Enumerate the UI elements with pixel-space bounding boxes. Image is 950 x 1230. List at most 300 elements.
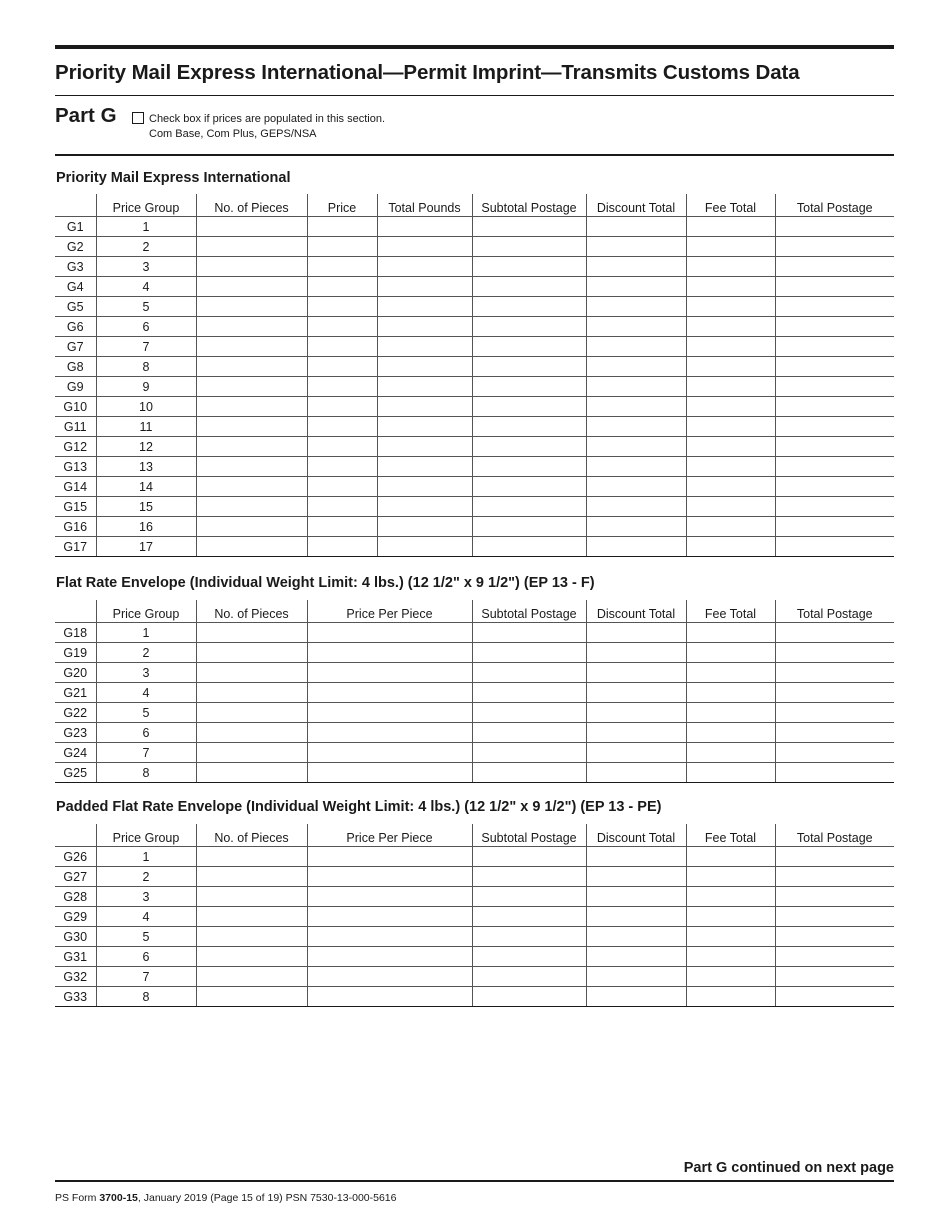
- price-group-cell: 6: [96, 947, 196, 967]
- entry-cell[interactable]: [472, 537, 586, 557]
- entry-cell[interactable]: [307, 643, 472, 663]
- entry-cell[interactable]: [307, 887, 472, 907]
- entry-cell[interactable]: [686, 457, 775, 477]
- entry-cell[interactable]: [196, 927, 307, 947]
- price-group-cell: 5: [96, 927, 196, 947]
- entry-cell[interactable]: [196, 847, 307, 867]
- entry-cell[interactable]: [775, 763, 894, 783]
- entry-cell[interactable]: [307, 517, 377, 537]
- header-corner: [55, 194, 96, 217]
- entry-cell[interactable]: [775, 217, 894, 237]
- entry-cell[interactable]: [196, 297, 307, 317]
- entry-cell[interactable]: [775, 683, 894, 703]
- entry-cell[interactable]: [196, 237, 307, 257]
- entry-cell[interactable]: [775, 457, 894, 477]
- entry-cell[interactable]: [196, 743, 307, 763]
- entry-cell[interactable]: [586, 477, 686, 497]
- entry-cell[interactable]: [586, 683, 686, 703]
- entry-cell[interactable]: [775, 967, 894, 987]
- entry-cell[interactable]: [586, 497, 686, 517]
- row-label: G33: [55, 987, 96, 1007]
- entry-cell[interactable]: [686, 907, 775, 927]
- col-header: No. of Pieces: [196, 824, 307, 847]
- entry-cell[interactable]: [377, 397, 472, 417]
- entry-cell[interactable]: [472, 497, 586, 517]
- row-label: G26: [55, 847, 96, 867]
- entry-cell[interactable]: [586, 537, 686, 557]
- entry-cell[interactable]: [775, 397, 894, 417]
- row-label: G18: [55, 623, 96, 643]
- entry-cell[interactable]: [686, 297, 775, 317]
- price-group-cell: 3: [96, 257, 196, 277]
- entry-cell[interactable]: [307, 477, 377, 497]
- col-header: Discount Total: [586, 824, 686, 847]
- entry-cell[interactable]: [472, 317, 586, 337]
- entry-cell[interactable]: [775, 477, 894, 497]
- entry-cell[interactable]: [775, 297, 894, 317]
- entry-cell[interactable]: [686, 967, 775, 987]
- entry-cell[interactable]: [686, 497, 775, 517]
- table-row: [55, 743, 894, 763]
- price-group-cell: 8: [96, 763, 196, 783]
- entry-cell[interactable]: [196, 337, 307, 357]
- table-row: [55, 217, 894, 237]
- entry-cell[interactable]: [472, 987, 586, 1007]
- entry-cell[interactable]: [196, 497, 307, 517]
- entry-cell[interactable]: [686, 317, 775, 337]
- entry-cell[interactable]: [586, 417, 686, 437]
- price-group-cell: 4: [96, 907, 196, 927]
- entry-cell[interactable]: [686, 437, 775, 457]
- entry-cell[interactable]: [196, 663, 307, 683]
- entry-cell[interactable]: [775, 743, 894, 763]
- table-row: [55, 703, 894, 723]
- entry-cell[interactable]: [775, 237, 894, 257]
- entry-cell[interactable]: [586, 743, 686, 763]
- price-group-cell: 15: [96, 497, 196, 517]
- table-row: [55, 907, 894, 927]
- entry-cell[interactable]: [472, 277, 586, 297]
- entry-cell[interactable]: [686, 237, 775, 257]
- entry-cell[interactable]: [377, 277, 472, 297]
- entry-cell[interactable]: [307, 357, 377, 377]
- entry-cell[interactable]: [196, 477, 307, 497]
- entry-cell[interactable]: [586, 377, 686, 397]
- table-row: [55, 457, 894, 477]
- table-header-row: [55, 824, 894, 847]
- entry-cell[interactable]: [775, 847, 894, 867]
- entry-cell[interactable]: [686, 357, 775, 377]
- price-group-cell: 4: [96, 683, 196, 703]
- entry-cell[interactable]: [377, 357, 472, 377]
- entry-cell[interactable]: [472, 743, 586, 763]
- entry-cell[interactable]: [775, 497, 894, 517]
- continued-note: Part G continued on next page: [683, 1160, 894, 1176]
- entry-cell[interactable]: [472, 643, 586, 663]
- entry-cell[interactable]: [472, 457, 586, 477]
- entry-cell[interactable]: [472, 907, 586, 927]
- entry-cell[interactable]: [377, 537, 472, 557]
- entry-cell[interactable]: [586, 947, 686, 967]
- entry-cell[interactable]: [586, 623, 686, 643]
- entry-cell[interactable]: [377, 457, 472, 477]
- entry-cell[interactable]: [307, 217, 377, 237]
- entry-cell[interactable]: [775, 987, 894, 1007]
- entry-cell[interactable]: [196, 723, 307, 743]
- entry-cell[interactable]: [472, 683, 586, 703]
- entry-cell[interactable]: [586, 967, 686, 987]
- entry-cell[interactable]: [196, 947, 307, 967]
- entry-cell[interactable]: [472, 723, 586, 743]
- entry-cell[interactable]: [686, 517, 775, 537]
- price-group-cell: 5: [96, 703, 196, 723]
- entry-cell[interactable]: [307, 437, 377, 457]
- entry-cell[interactable]: [377, 237, 472, 257]
- entry-cell[interactable]: [775, 663, 894, 683]
- entry-cell[interactable]: [775, 277, 894, 297]
- entry-cell[interactable]: [775, 537, 894, 557]
- entry-cell[interactable]: [775, 257, 894, 277]
- entry-cell[interactable]: [377, 477, 472, 497]
- entry-cell[interactable]: [686, 417, 775, 437]
- entry-cell[interactable]: [586, 663, 686, 683]
- entry-cell[interactable]: [196, 437, 307, 457]
- section-title-pmei: Priority Mail Express International: [56, 170, 291, 186]
- entry-cell[interactable]: [586, 643, 686, 663]
- entry-cell[interactable]: [686, 643, 775, 663]
- entry-cell[interactable]: [472, 867, 586, 887]
- footer-prefix: PS Form: [55, 1192, 100, 1204]
- row-label: G29: [55, 907, 96, 927]
- section-title-flat-rate-envelope: Flat Rate Envelope (Individual Weight Limit: 4 lbs.) (12 1/2" x 9 1/2") (EP 13 - F): [56, 575, 595, 591]
- entry-cell[interactable]: [377, 297, 472, 317]
- entry-cell[interactable]: [196, 763, 307, 783]
- bottom-rule: [55, 1180, 894, 1182]
- entry-cell[interactable]: [586, 457, 686, 477]
- entry-cell[interactable]: [196, 397, 307, 417]
- col-header: Fee Total: [686, 600, 775, 623]
- entry-cell[interactable]: [472, 297, 586, 317]
- entry-cell[interactable]: [686, 623, 775, 643]
- entry-cell[interactable]: [472, 377, 586, 397]
- entry-cell[interactable]: [307, 397, 377, 417]
- entry-cell[interactable]: [775, 643, 894, 663]
- entry-cell[interactable]: [307, 257, 377, 277]
- price-group-cell: 3: [96, 663, 196, 683]
- entry-cell[interactable]: [196, 257, 307, 277]
- entry-cell[interactable]: [686, 703, 775, 723]
- entry-cell[interactable]: [196, 377, 307, 397]
- entry-cell[interactable]: [586, 907, 686, 927]
- row-label: G31: [55, 947, 96, 967]
- col-header: Price Group: [96, 194, 196, 217]
- entry-cell[interactable]: [196, 417, 307, 437]
- entry-cell[interactable]: [307, 703, 472, 723]
- entry-cell[interactable]: [196, 867, 307, 887]
- entry-cell[interactable]: [586, 927, 686, 947]
- table-row: [55, 417, 894, 437]
- entry-cell[interactable]: [307, 297, 377, 317]
- entry-cell[interactable]: [586, 357, 686, 377]
- entry-cell[interactable]: [472, 517, 586, 537]
- entry-cell[interactable]: [586, 217, 686, 237]
- entry-cell[interactable]: [307, 237, 377, 257]
- entry-cell[interactable]: [377, 497, 472, 517]
- section-title-padded-flat-rate-envelope: Padded Flat Rate Envelope (Individual Weight Limit: 4 lbs.) (12 1/2" x 9 1/2") (EP 13 - PE): [56, 799, 662, 815]
- entry-cell[interactable]: [775, 703, 894, 723]
- col-header: Fee Total: [686, 194, 775, 217]
- row-label: G3: [55, 257, 96, 277]
- entry-cell[interactable]: [472, 237, 586, 257]
- entry-cell[interactable]: [775, 867, 894, 887]
- entry-cell[interactable]: [686, 743, 775, 763]
- entry-cell[interactable]: [307, 277, 377, 297]
- entry-cell[interactable]: [775, 623, 894, 643]
- entry-cell[interactable]: [686, 847, 775, 867]
- table-row: [55, 663, 894, 683]
- entry-cell[interactable]: [196, 703, 307, 723]
- entry-cell[interactable]: [686, 217, 775, 237]
- entry-cell[interactable]: [472, 437, 586, 457]
- entry-cell[interactable]: [586, 763, 686, 783]
- entry-cell[interactable]: [377, 317, 472, 337]
- entry-cell[interactable]: [196, 217, 307, 237]
- entry-cell[interactable]: [377, 257, 472, 277]
- entry-cell[interactable]: [686, 397, 775, 417]
- top-rule: [55, 45, 894, 49]
- entry-cell[interactable]: [377, 337, 472, 357]
- entry-cell[interactable]: [586, 237, 686, 257]
- entry-cell[interactable]: [307, 867, 472, 887]
- price-group-cell: 6: [96, 317, 196, 337]
- entry-cell[interactable]: [472, 337, 586, 357]
- entry-cell[interactable]: [307, 967, 472, 987]
- entry-cell[interactable]: [307, 743, 472, 763]
- col-header: Total Postage: [775, 600, 894, 623]
- row-label: G16: [55, 517, 96, 537]
- entry-cell[interactable]: [686, 377, 775, 397]
- entry-cell[interactable]: [307, 927, 472, 947]
- table-row: [55, 763, 894, 783]
- table-row: [55, 397, 894, 417]
- entry-cell[interactable]: [196, 517, 307, 537]
- entry-cell[interactable]: [307, 763, 472, 783]
- price-group-cell: 12: [96, 437, 196, 457]
- entry-cell[interactable]: [586, 337, 686, 357]
- table-row: [55, 537, 894, 557]
- col-header: Price: [307, 194, 377, 217]
- entry-cell[interactable]: [472, 477, 586, 497]
- entry-cell[interactable]: [686, 337, 775, 357]
- entry-cell[interactable]: [586, 317, 686, 337]
- entry-cell[interactable]: [775, 947, 894, 967]
- table-row: [55, 517, 894, 537]
- price-group-cell: 1: [96, 217, 196, 237]
- entry-cell[interactable]: [775, 907, 894, 927]
- page-title: Priority Mail Express International—Permit Imprint—Transmits Customs Data: [55, 61, 800, 84]
- table-row: [55, 257, 894, 277]
- entry-cell[interactable]: [775, 927, 894, 947]
- entry-cell[interactable]: [775, 377, 894, 397]
- entry-cell[interactable]: [586, 867, 686, 887]
- entry-cell[interactable]: [196, 457, 307, 477]
- footer-form-number: 3700-15: [99, 1192, 138, 1204]
- entry-cell[interactable]: [686, 683, 775, 703]
- col-header: Subtotal Postage: [472, 600, 586, 623]
- entry-cell[interactable]: [472, 947, 586, 967]
- entry-cell[interactable]: [196, 907, 307, 927]
- entry-cell[interactable]: [686, 887, 775, 907]
- title-divider: [55, 95, 894, 96]
- entry-cell[interactable]: [686, 947, 775, 967]
- entry-cell[interactable]: [472, 927, 586, 947]
- entry-cell[interactable]: [307, 623, 472, 643]
- entry-cell[interactable]: [775, 337, 894, 357]
- entry-cell[interactable]: [377, 377, 472, 397]
- entry-cell[interactable]: [472, 217, 586, 237]
- entry-cell[interactable]: [307, 723, 472, 743]
- table-row: [55, 237, 894, 257]
- table-row: [55, 867, 894, 887]
- entry-cell[interactable]: [686, 987, 775, 1007]
- checkbox-label-line2: Com Base, Com Plus, GEPS/NSA: [149, 128, 317, 140]
- row-label: G13: [55, 457, 96, 477]
- entry-cell[interactable]: [472, 417, 586, 437]
- table-row: [55, 437, 894, 457]
- price-group-cell: 6: [96, 723, 196, 743]
- table-row: [55, 683, 894, 703]
- entry-cell[interactable]: [586, 847, 686, 867]
- entry-cell[interactable]: [472, 887, 586, 907]
- entry-cell[interactable]: [472, 703, 586, 723]
- entry-cell[interactable]: [686, 927, 775, 947]
- entry-cell[interactable]: [472, 763, 586, 783]
- entry-cell[interactable]: [686, 867, 775, 887]
- row-label: G27: [55, 867, 96, 887]
- entry-cell[interactable]: [472, 357, 586, 377]
- table-row: [55, 927, 894, 947]
- entry-cell[interactable]: [307, 377, 377, 397]
- entry-cell[interactable]: [196, 967, 307, 987]
- table-header-row: [55, 194, 894, 217]
- row-label: G23: [55, 723, 96, 743]
- entry-cell[interactable]: [196, 887, 307, 907]
- entry-cell[interactable]: [775, 517, 894, 537]
- row-label: G8: [55, 357, 96, 377]
- entry-cell[interactable]: [586, 437, 686, 457]
- entry-cell[interactable]: [377, 217, 472, 237]
- entry-cell[interactable]: [307, 907, 472, 927]
- entry-cell[interactable]: [307, 337, 377, 357]
- entry-cell[interactable]: [307, 987, 472, 1007]
- entry-cell[interactable]: [196, 643, 307, 663]
- entry-cell[interactable]: [586, 723, 686, 743]
- entry-cell[interactable]: [307, 683, 472, 703]
- col-header: No. of Pieces: [196, 600, 307, 623]
- col-header: Fee Total: [686, 824, 775, 847]
- entry-cell[interactable]: [472, 967, 586, 987]
- entry-cell[interactable]: [377, 517, 472, 537]
- entry-cell[interactable]: [196, 623, 307, 643]
- entry-cell[interactable]: [472, 847, 586, 867]
- entry-cell[interactable]: [775, 357, 894, 377]
- table-row: [55, 987, 894, 1007]
- entry-cell[interactable]: [686, 763, 775, 783]
- entry-cell[interactable]: [686, 723, 775, 743]
- entry-cell[interactable]: [377, 417, 472, 437]
- entry-cell[interactable]: [307, 417, 377, 437]
- entry-cell[interactable]: [377, 437, 472, 457]
- price-group-cell: 2: [96, 643, 196, 663]
- price-group-cell: 2: [96, 237, 196, 257]
- entry-cell[interactable]: [775, 417, 894, 437]
- col-header: Price Group: [96, 824, 196, 847]
- entry-cell[interactable]: [775, 723, 894, 743]
- entry-cell[interactable]: [307, 457, 377, 477]
- col-header: Subtotal Postage: [472, 824, 586, 847]
- prices-populated-checkbox[interactable]: [132, 112, 144, 124]
- entry-cell[interactable]: [686, 277, 775, 297]
- entry-cell[interactable]: [686, 537, 775, 557]
- entry-cell[interactable]: [307, 847, 472, 867]
- entry-cell[interactable]: [196, 683, 307, 703]
- entry-cell[interactable]: [472, 623, 586, 643]
- col-header: No. of Pieces: [196, 194, 307, 217]
- entry-cell[interactable]: [586, 277, 686, 297]
- entry-cell[interactable]: [586, 297, 686, 317]
- entry-cell[interactable]: [196, 987, 307, 1007]
- entry-cell[interactable]: [472, 397, 586, 417]
- entry-cell[interactable]: [586, 987, 686, 1007]
- entry-cell[interactable]: [196, 317, 307, 337]
- entry-cell[interactable]: [586, 397, 686, 417]
- entry-cell[interactable]: [775, 437, 894, 457]
- entry-cell[interactable]: [307, 663, 472, 683]
- entry-cell[interactable]: [472, 257, 586, 277]
- checkbox-label: [149, 112, 385, 142]
- col-header: Total Postage: [775, 824, 894, 847]
- table-row: [55, 337, 894, 357]
- price-group-cell: 17: [96, 537, 196, 557]
- entry-cell[interactable]: [686, 663, 775, 683]
- entry-cell[interactable]: [686, 257, 775, 277]
- entry-cell[interactable]: [472, 663, 586, 683]
- entry-cell[interactable]: [307, 537, 377, 557]
- entry-cell[interactable]: [307, 317, 377, 337]
- entry-cell[interactable]: [775, 317, 894, 337]
- entry-cell[interactable]: [775, 887, 894, 907]
- entry-cell[interactable]: [196, 357, 307, 377]
- padded-flat-rate-envelope-table: [55, 824, 894, 1007]
- price-group-cell: 14: [96, 477, 196, 497]
- entry-cell[interactable]: [586, 257, 686, 277]
- entry-cell[interactable]: [196, 277, 307, 297]
- entry-cell[interactable]: [307, 497, 377, 517]
- entry-cell[interactable]: [586, 517, 686, 537]
- row-label: G15: [55, 497, 96, 517]
- entry-cell[interactable]: [586, 887, 686, 907]
- table-row: [55, 477, 894, 497]
- flat-rate-envelope-table: [55, 600, 894, 783]
- entry-cell[interactable]: [196, 537, 307, 557]
- table-row: [55, 967, 894, 987]
- row-label: G19: [55, 643, 96, 663]
- entry-cell[interactable]: [586, 703, 686, 723]
- footer-details: , January 2019 (Page 15 of 19) PSN 7530-13-000-5616: [137, 1192, 397, 1204]
- header-corner: [55, 600, 96, 623]
- entry-cell[interactable]: [307, 947, 472, 967]
- entry-cell[interactable]: [686, 477, 775, 497]
